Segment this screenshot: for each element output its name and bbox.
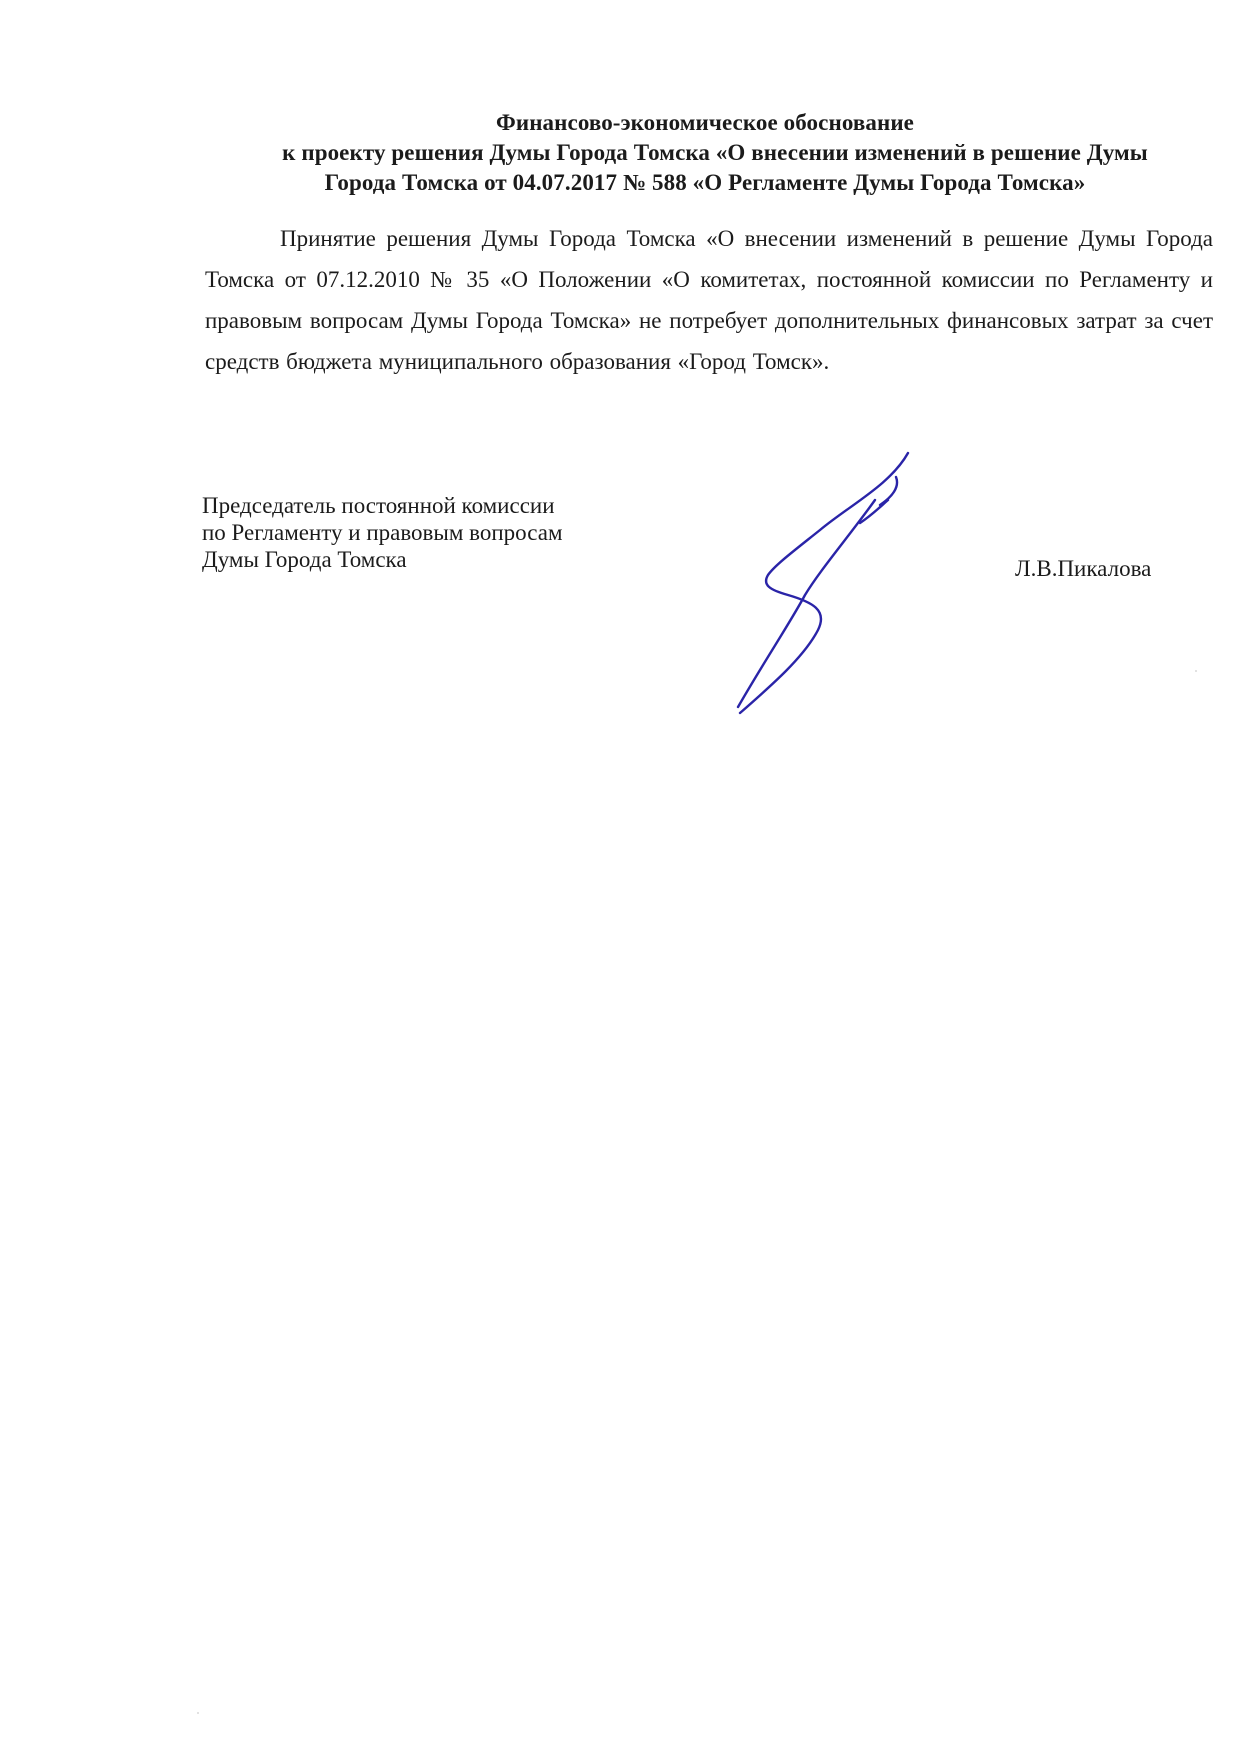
title-line: к проекту решения Думы Города Томска «О внесении изменений в решение Думы xyxy=(282,140,1148,165)
signer-position-line: Председатель постоянной комиссии xyxy=(202,493,555,518)
title-line: Города Томска от 04.07.2017 № 588 «О Регламенте Думы Города Томска» xyxy=(324,170,1086,195)
document-title xyxy=(200,108,1200,198)
body-paragraph: Принятие решения Думы Города Томска «О внесении изменений в решение Думы Города Томска от 07.12.2010 № 35 «О Положении «О комитетах, постоянной комиссии по Регламенту и правовым вопросам Думы Города Томска» не потребует дополнительных финансовых затрат за счет средств бюджета муниципального образования «Город Томск». xyxy=(205,226,1213,374)
signature-icon xyxy=(700,445,960,715)
title-line: Финансово-экономическое обоснование xyxy=(496,110,914,135)
signer-position xyxy=(202,492,622,573)
scan-artifact xyxy=(197,1712,199,1714)
signer-position-line: по Регламенту и правовым вопросам xyxy=(202,520,563,545)
scan-artifact xyxy=(1195,670,1197,672)
signer-name: Л.В.Пикалова xyxy=(1015,556,1152,581)
signer-position-line: Думы Города Томска xyxy=(202,547,407,572)
